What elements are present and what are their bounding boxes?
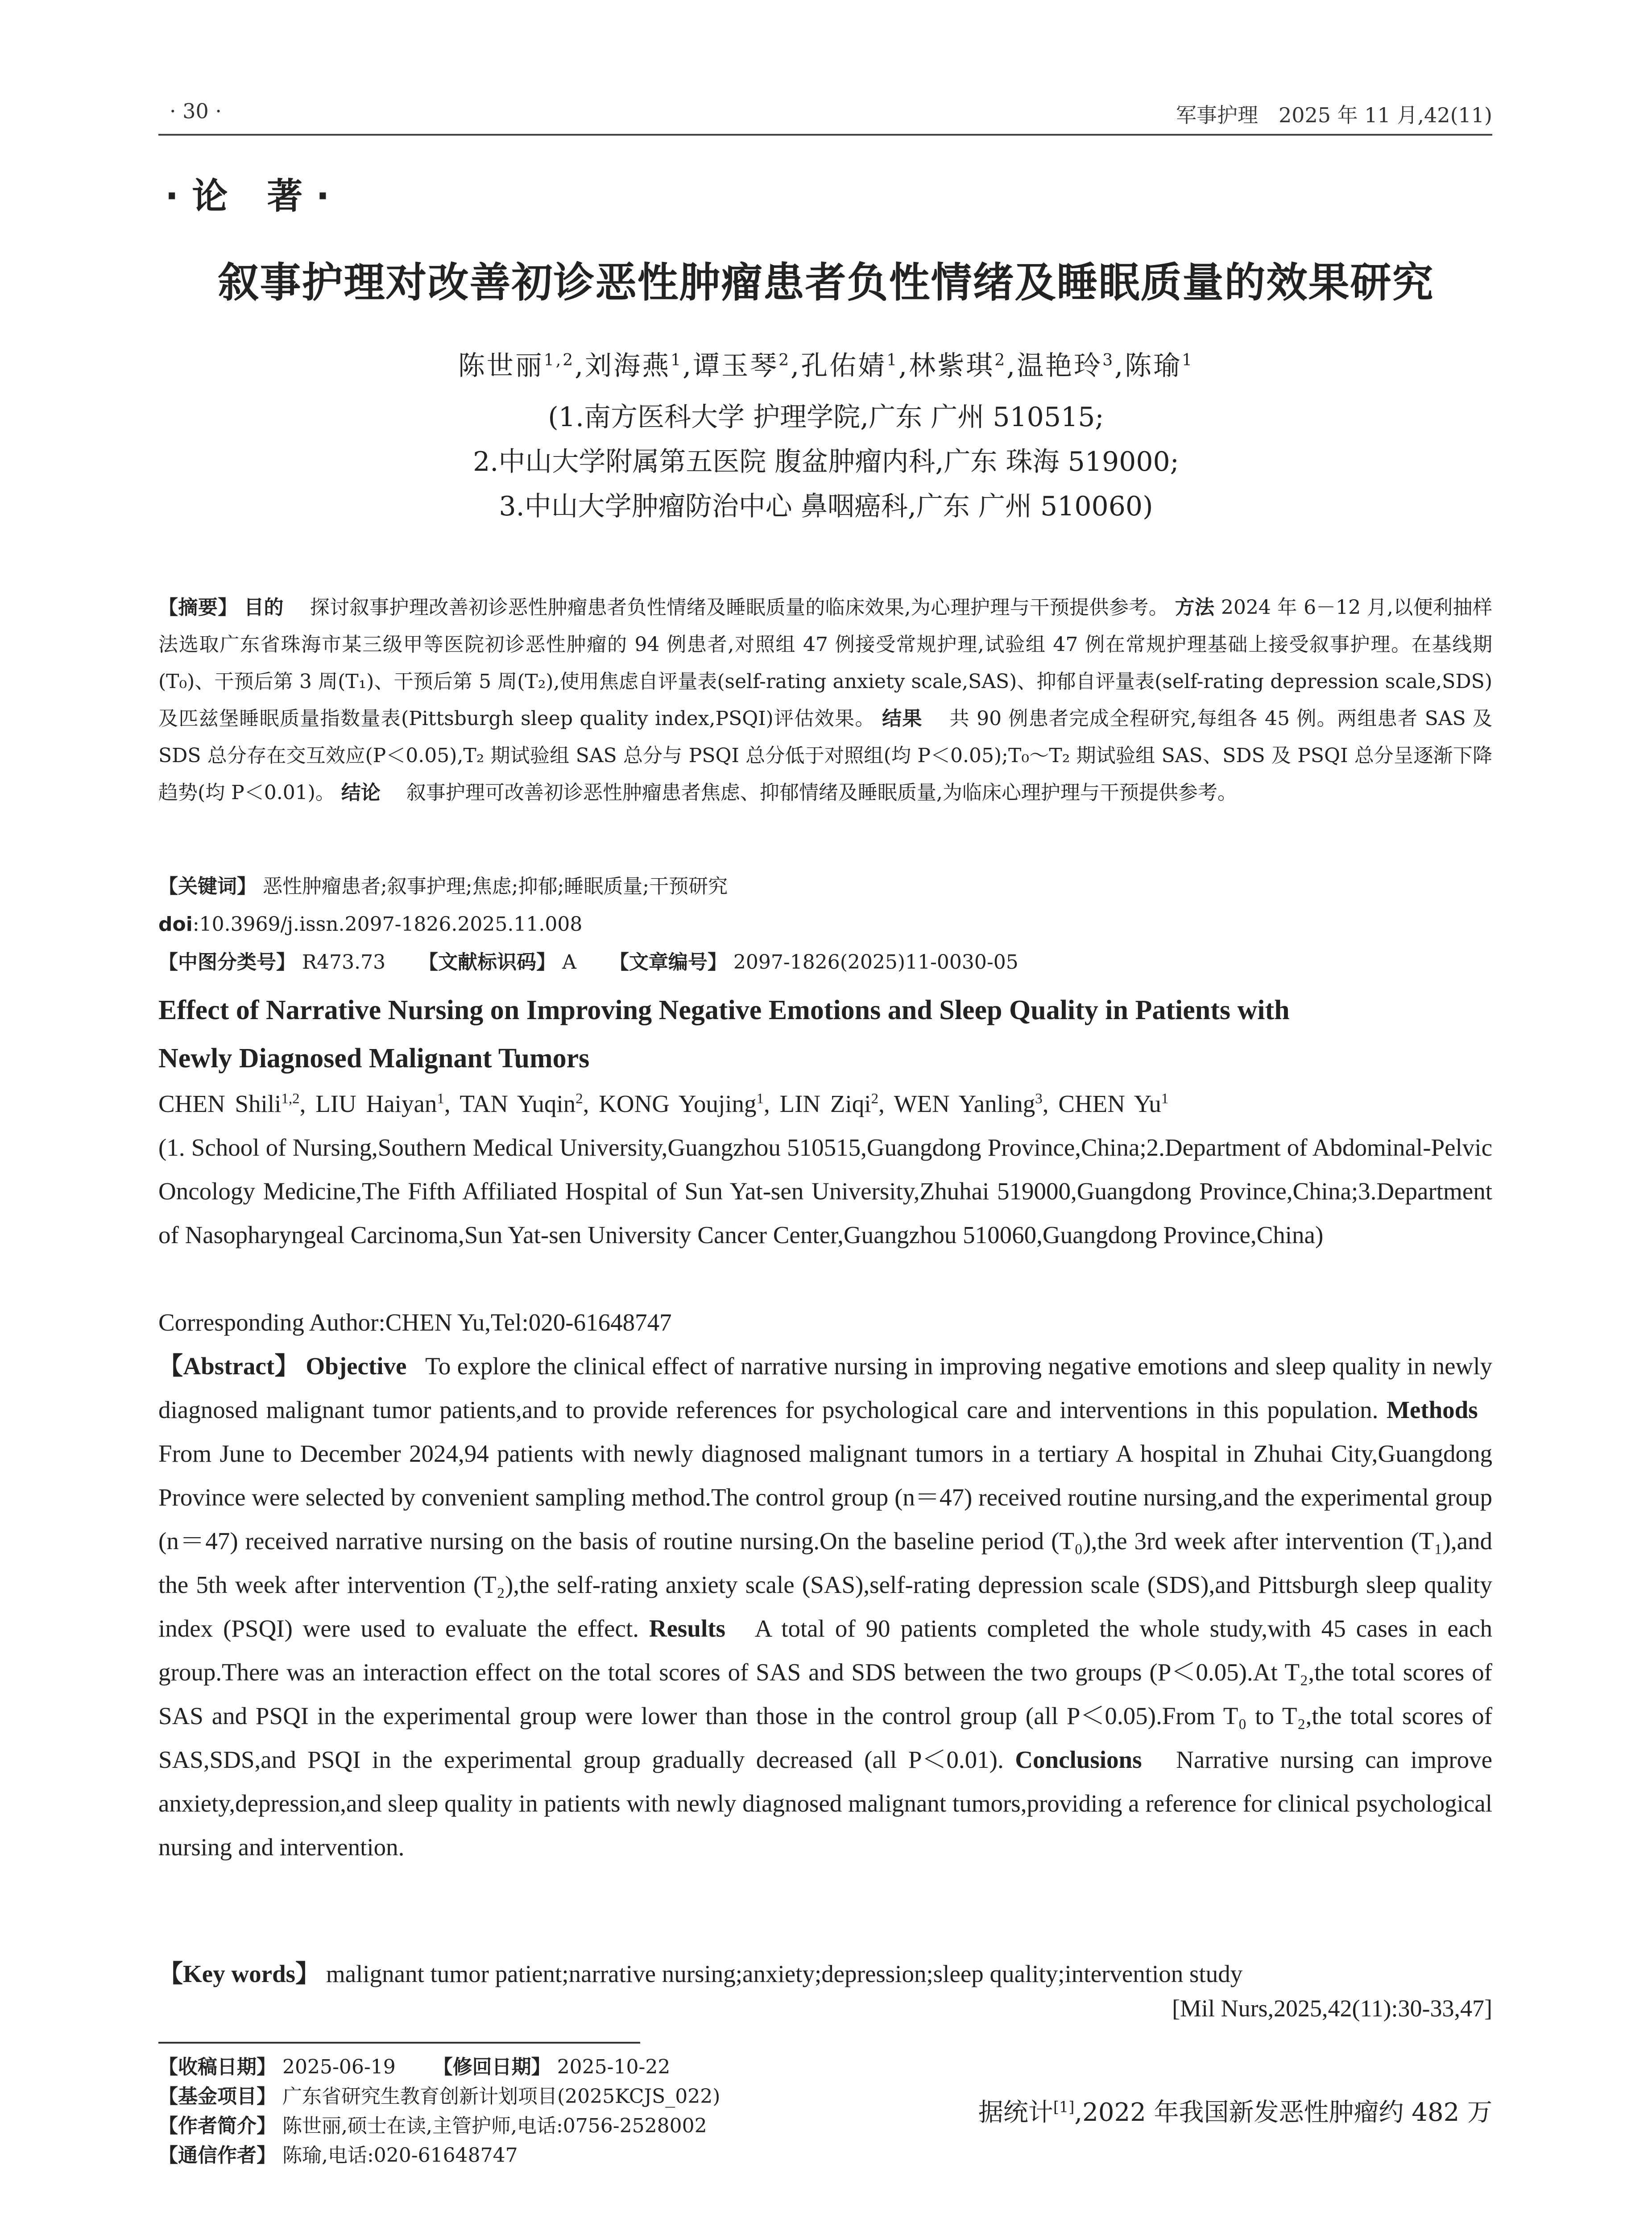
revised-label: 【修回日期】: [433, 2056, 551, 2078]
keywords-cn-label: 【关键词】: [158, 875, 257, 898]
methods-cn-label: 方法: [1175, 596, 1215, 619]
results-en-label: Results: [649, 1615, 726, 1642]
conclusions-en: Narrative nursing can improve anxiety,depression,and sleep quality in patients with newly diagnosed malignant tumors,providing a reference for clinical psychological nursing and intervention.: [158, 1746, 1492, 1861]
clc-label: 【中图分类号】: [158, 951, 296, 974]
received-date: 2025-06-19: [282, 2056, 396, 2078]
reference-mark: [1]: [1053, 2098, 1075, 2116]
author-en: CHEN Shili: [158, 1090, 282, 1117]
author-en: CHEN Yu: [1058, 1090, 1161, 1117]
doi-value: :10.3969/j.issn.2097-1826.2025.11.008: [192, 913, 583, 936]
affiliation-cn-1: (1.南方医科大学 护理学院,广东 广州 510515;: [548, 402, 1104, 433]
methods-cn: 2024 年 6－12 月,以便利抽样法选取广东省珠海市某三级甲等医院初诊恶性肿瘤的 94 例患者,对照组 47 例接受常规护理,试验组 47 例在常规护理基础上接受叙事护理。在基线期(T₀)、干预后第 3 周(T₁)、干预后第 5 周(T₂),使用焦虑自评量表(self-rating anxiety scale,SAS)、抑郁自评量表(self-rating depression scale,SDS)及匹兹堡睡眠质量指数量表(Pittsburgh sleep quality index,PSQI)评估效果。: [158, 596, 1492, 730]
author-mark: 1: [437, 1091, 444, 1107]
corresponding-author-en: Corresponding Author:CHEN Yu,Tel:020-61648747: [158, 1309, 672, 1336]
footnote-dates: [158, 2053, 670, 2082]
objective-cn: 探讨叙事护理改善初诊恶性肿瘤患者负性情绪及睡眠质量的临床效果,为心理护理与干预提供参考。: [310, 596, 1169, 619]
keywords-en-text: malignant tumor patient;narrative nursing;anxiety;depression;sleep quality;intervention study: [326, 1960, 1243, 1987]
article-title-cn: 叙事护理对改善初诊恶性肿瘤患者负性情绪及睡眠质量的效果研究: [218, 259, 1434, 307]
authors-en: CHEN Shili$^{1,2}$, LIU Haiyan$^1$, TAN Yuqin$^2$, KONG Youjing$^1$, LIN Ziqi$^2$, WEN Yanling$^3$, CHEN Yu$^1$: [158, 1090, 1169, 1117]
received-label: 【收稿日期】: [158, 2056, 276, 2078]
author-en: KONG Youjing: [599, 1090, 757, 1117]
results-cn-label: 结果: [882, 707, 923, 730]
author-bio-label: 【作者简介】: [158, 2115, 276, 2137]
author-mark: 2: [871, 1091, 879, 1107]
abstract-en-label: 【Abstract】: [158, 1352, 300, 1380]
author-mark: 1: [886, 351, 899, 369]
author-cn: 谭玉琴: [693, 350, 779, 382]
objective-en-label: Objective: [306, 1352, 407, 1380]
body-text-start: [978, 2093, 1492, 2128]
section-tag: ·论 著·: [165, 175, 343, 217]
article-title-en: [158, 986, 1492, 1082]
body-text: ,2022 年我国新发恶性肿瘤约 482 万: [1074, 2098, 1492, 2127]
citation: [Mil Nurs,2025,42(11):30-33,47]: [1172, 1995, 1492, 2022]
doc-value: A: [562, 951, 576, 974]
classification: [158, 944, 1492, 981]
author-mark: 1: [756, 1091, 764, 1107]
revised-date: 2025-10-22: [557, 2056, 671, 2078]
doi-label: doi: [158, 913, 193, 936]
author-en: WEN Yanling: [894, 1090, 1035, 1117]
keywords-cn: [158, 868, 1492, 905]
corr-label: 【通信作者】: [158, 2144, 276, 2167]
footnote-fund: [158, 2082, 720, 2111]
abstract-cn: [158, 589, 1492, 811]
author-en: LIN Ziqi: [779, 1090, 871, 1117]
objective-cn-label: 目的: [244, 596, 284, 619]
author-cn: 陈瑜: [1125, 350, 1182, 382]
author-cn: 林紫琪: [909, 350, 995, 382]
conclusion-cn-label: 结论: [341, 781, 381, 804]
journal-info: 军事护理 2025 年 11 月,42(11): [1176, 103, 1492, 127]
affiliations-en: (1. School of Nursing,Southern Medical University,Guangzhou 510515,Guangdong Province,China;2.Department of Abdominal-Pelvic Oncology Medicine,The Fifth Affiliated Hospital of Sun Yat-sen University,Zhuhai 519000,Guangdong Province,China;3.Department of Nasopharyngeal Carcinoma,Sun Yat-sen University Cancer Center,Guangzhou 510060,Guangdong Province,China): [158, 1134, 1492, 1248]
author-mark: 1,2: [543, 351, 575, 369]
author-bio-text: 陈世丽,硕士在读,主管护师,电话:0756-2528002: [282, 2115, 707, 2137]
keywords-en-label: 【Key words】: [158, 1960, 320, 1987]
author-mark: 3: [1035, 1091, 1043, 1107]
author-mark: 1: [671, 351, 683, 369]
abstract-en: [158, 1344, 1492, 1869]
author-en: LIU Haiyan: [315, 1090, 437, 1117]
author-mark: 3: [1102, 351, 1115, 369]
authors-cn: 陈世丽$^{1,2}$,刘海燕$^1$,谭玉琴$^2$,孔佑婧$^1$,林紫琪$^2$,温艳玲$^3$,陈瑜$^1$: [458, 350, 1194, 382]
footnote-rule: [158, 2042, 640, 2044]
footnote-corr: [158, 2141, 518, 2170]
footnote-author: [158, 2111, 707, 2141]
author-mark: 2: [576, 1091, 583, 1107]
clc-value: R473.73: [302, 951, 386, 974]
author-mark: 1,2: [281, 1091, 300, 1107]
objective-en: To explore the clinical effect of narrative nursing in improving negative emotions and sleep quality in newly diagnosed malignant tumor patients,and to provide references for psychological care and interventions in this population.: [158, 1352, 1492, 1423]
methods-en-label: Methods: [1386, 1396, 1478, 1423]
keywords-en: [158, 1952, 1492, 1996]
title-en-line-1: Effect of Narrative Nursing on Improving Negative Emotions and Sleep Quality in Patients with: [158, 995, 1290, 1025]
affiliation-cn-2: 2.中山大学附属第五医院 腹盆肿瘤内科,广东 珠海 519000;: [473, 446, 1179, 477]
author-mark: 1: [1182, 351, 1194, 369]
corr-text: 陈瑜,电话:020-61648747: [282, 2144, 518, 2167]
methods-en: From June to December 2024,94 patients with newly diagnosed malignant tumors in a tertiary A hospital in Zhuhai City,Guangdong Province were selected by convenient sampling method.The control group (n＝47) received routine nursing,and the experimental group (n＝47) received narrative nursing on the basis of routine nursing.On the baseline period (T₀),the 3rd week after intervention (T₁),and the 5th week after intervention (T₂),the self-rating anxiety scale (SAS),self-rating depression scale (SDS),and Pittsburgh sleep quality index (PSQI) were used to evaluate the effect.: [158, 1440, 1492, 1642]
results-cn: 共 90 例患者完成全程研究,每组各 45 例。两组患者 SAS 及 SDS 总分存在交互效应(P＜0.05),T₂ 期试验组 SAS 总分与 PSQI 总分低于对照组(均 P＜0.05);T₀～T₂ 期试验组 SAS、SDS 及 PSQI 总分呈逐渐下降趋势(均 P＜0.01)。: [158, 707, 1493, 804]
fund-text: 广东省研究生教育创新计划项目(2025KCJS_022): [282, 2085, 720, 2108]
conclusions-en-label: Conclusions: [1015, 1746, 1142, 1773]
affiliation-cn-3: 3.中山大学肿瘤防治中心 鼻咽癌科,广东 广州 510060): [499, 491, 1153, 522]
author-cn: 刘海燕: [585, 350, 671, 382]
header-rule: [158, 134, 1492, 136]
body-text: 据统计: [978, 2098, 1053, 2127]
page-number: · 30 ·: [170, 99, 222, 123]
author-cn: 温艳玲: [1017, 350, 1103, 382]
author-mark: 1: [1161, 1091, 1169, 1107]
author-mark: 2: [778, 351, 791, 369]
author-en: TAN Yuqin: [460, 1090, 576, 1117]
author-cn: 孔佑婧: [801, 350, 887, 382]
abstract-cn-label: 【摘要】: [158, 596, 238, 619]
keywords-cn-text: 恶性肿瘤患者;叙事护理;焦虑;抑郁;睡眠质量;干预研究: [263, 875, 728, 898]
fund-label: 【基金项目】: [158, 2085, 276, 2108]
conclusion-cn: 叙事护理可改善初诊恶性肿瘤患者焦虑、抑郁情绪及睡眠质量,为临床心理护理与干预提供参考。: [406, 781, 1237, 804]
article-value: 2097-1826(2025)11-0030-05: [733, 951, 1019, 974]
results-en: A total of 90 patients completed the whole study,with 45 cases in each group.There was an interaction effect on the total scores of SAS and SDS between the two groups (P＜0.05).At T₂,the total scores of SAS and PSQI in the experimental group were lower than those in the control group (all P＜0.05).From T₀ to T₂,the total scores of SAS,SDS,and PSQI in the experimental group gradually decreased (all P＜0.01).: [158, 1615, 1492, 1773]
article-label: 【文章编号】: [609, 951, 727, 974]
author-mark: 2: [994, 351, 1007, 369]
author-cn: 陈世丽: [458, 350, 544, 382]
doi: [158, 906, 1492, 943]
doc-label: 【文献标识码】: [418, 951, 556, 974]
title-en-line-2: Newly Diagnosed Malignant Tumors: [158, 1043, 590, 1074]
